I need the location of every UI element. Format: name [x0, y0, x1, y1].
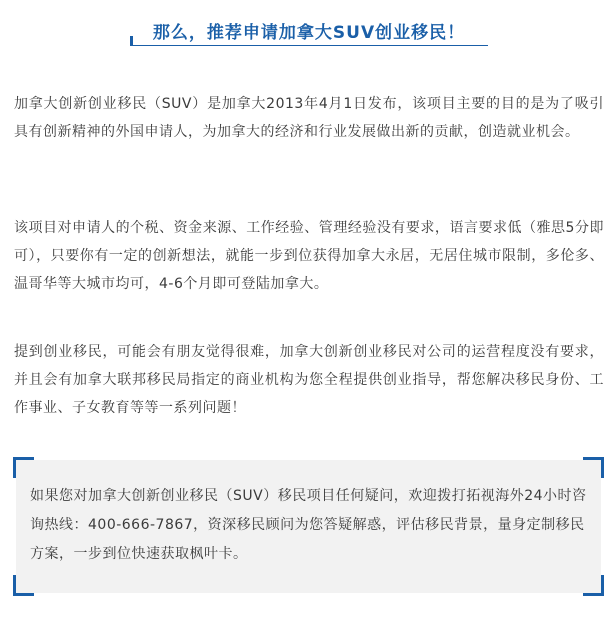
paragraph-intro: 加拿大创新创业移民（SUV）是加拿大2013年4月1日发布，该项目主要的目的是为了吸引具有创新精神的外国申请人，为加拿大的经济和行业发展做出新的贡献，创造就业机会。: [14, 96, 604, 140]
corner-bracket-top-right: [583, 457, 604, 478]
heading-underline: [130, 45, 488, 46]
heading-accent-mark: [130, 36, 133, 45]
corner-bracket-bottom-left: [13, 575, 34, 596]
callout-text: 如果您对加拿大创新创业移民（SUV）移民项目任何疑问，欢迎拨打拓视海外24小时咨询热线：400-666-7867，资深移民顾问为您答疑解惑，评估移民背景，量身定制移民方案，一步到位快速获取枫叶卡。: [30, 488, 587, 562]
paragraph-requirements: 该项目对申请人的个税、资金来源、工作经验、管理经验没有要求，语言要求低（雅思5分即可），只要你有一定的创新想法，就能一步到位获得加拿大永居，无居住城市限制，多伦多、温哥华等大城市均可，4-6个月即可登陆加拿大。: [14, 220, 604, 292]
heading-title: 那么，推荐申请加拿大SUV创业移民！: [152, 23, 466, 43]
corner-bracket-bottom-right: [583, 575, 604, 596]
section-heading: [130, 12, 488, 46]
contact-callout-box: [16, 460, 601, 593]
paragraph-support: 提到创业移民，可能会有朋友觉得很难，加拿大创新创业移民对公司的运营程度没有要求，并且会有加拿大联邦移民局指定的商业机构为您全程提供创业指导，帮您解决移民身份、工作事业、子女教育等等一系列问题！: [14, 344, 604, 416]
corner-bracket-top-left: [13, 457, 34, 478]
